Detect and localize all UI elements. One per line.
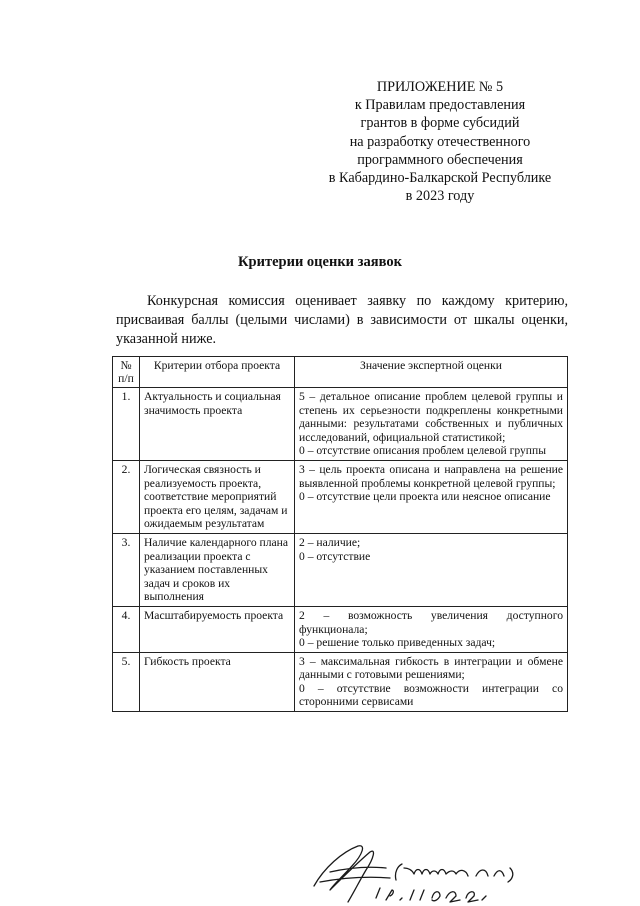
- score-line: 0 – отсутствие возможности интеграции со сторонними сервисами: [299, 681, 563, 709]
- score-line: 0 – решение только приведенных задач;: [299, 636, 496, 650]
- criterion-cell: Наличие календарного плана реализации проекта с указанием поставленных задач и сроков их выполнения: [140, 533, 295, 606]
- appendix-line: к Правилам предоставления: [354, 97, 526, 114]
- appendix-line: ПРИЛОЖЕНИЕ № 5: [376, 79, 504, 95]
- table-header-row: [113, 357, 568, 388]
- row-number: 4.: [113, 606, 140, 652]
- appendix-line: грантов в форме субсидий: [360, 115, 520, 132]
- score-line: 2 – наличие;: [299, 535, 361, 549]
- document-title: Критерии оценки заявок: [238, 254, 402, 270]
- score-cell: [295, 460, 568, 533]
- appendix-line: программного обеспечения: [357, 151, 523, 168]
- signature-scribble: [314, 846, 390, 902]
- criteria-table: [112, 356, 568, 712]
- appendix-line: в 2023 году: [405, 188, 475, 205]
- score-line: 0 – отсутствие цели проекта или неясное описание: [299, 490, 551, 504]
- appendix-line: на разработку отечественного: [349, 133, 531, 150]
- score-line: 0 – отсутствие: [299, 549, 371, 563]
- score-cell: [295, 652, 568, 711]
- score-cell: [295, 606, 568, 652]
- table-row: [113, 460, 568, 533]
- criterion-cell: Логическая связность и реализуемость проекта, соответствие мероприятий проекта его целям, задачам и ожидаемым результатам: [140, 460, 295, 533]
- handwritten-signature: [300, 838, 570, 906]
- signature-name-script: [395, 864, 512, 882]
- score-cell: [295, 533, 568, 606]
- appendix-line: в Кабардино-Балкарской Республике: [328, 170, 552, 187]
- criterion-cell: Гибкость проекта: [140, 652, 295, 711]
- table-row: [113, 606, 568, 652]
- score-line: 3 – цель проекта описана и направлена на решение выявленной проблемы конкретной целевой группы;: [299, 462, 563, 490]
- column-header-score: Значение экспертной оценки: [295, 357, 568, 388]
- score-cell: [295, 388, 568, 461]
- table-row: [113, 533, 568, 606]
- intro-paragraph: Конкурсная комиссия оценивает заявку по каждому критерию, присваивая баллы (целыми числами) в зависимости от шкалы оценки, указанной ниже.: [116, 293, 568, 347]
- score-line: 5 – детальное описание проблем целевой группы и степень их серьезности подкреплены конкретными данными: результатами собственных и публичных исследований, официальной статистикой;: [299, 390, 563, 444]
- score-line: 0 – отсутствие описания проблем целевой группы: [299, 444, 547, 458]
- appendix-heading: [300, 78, 580, 205]
- score-line: 3 – максимальная гибкость в интеграции и обмене данными с готовыми решениями;: [299, 654, 563, 682]
- row-number: 5.: [113, 652, 140, 711]
- signature-date-script: [376, 888, 486, 902]
- criterion-cell: Актуальность и социальная значимость проекта: [140, 388, 295, 461]
- row-number: 3.: [113, 533, 140, 606]
- row-number: 1.: [113, 388, 140, 461]
- row-number: 2.: [113, 460, 140, 533]
- column-header-number: № п/п: [113, 357, 140, 388]
- column-header-criterion: Критерии отбора проекта: [140, 357, 295, 388]
- table-row: [113, 388, 568, 461]
- score-line: 2 – возможность увеличения доступного функционала;: [299, 608, 563, 636]
- table-row: [113, 652, 568, 711]
- criterion-cell: Масштабируемость проекта: [140, 606, 295, 652]
